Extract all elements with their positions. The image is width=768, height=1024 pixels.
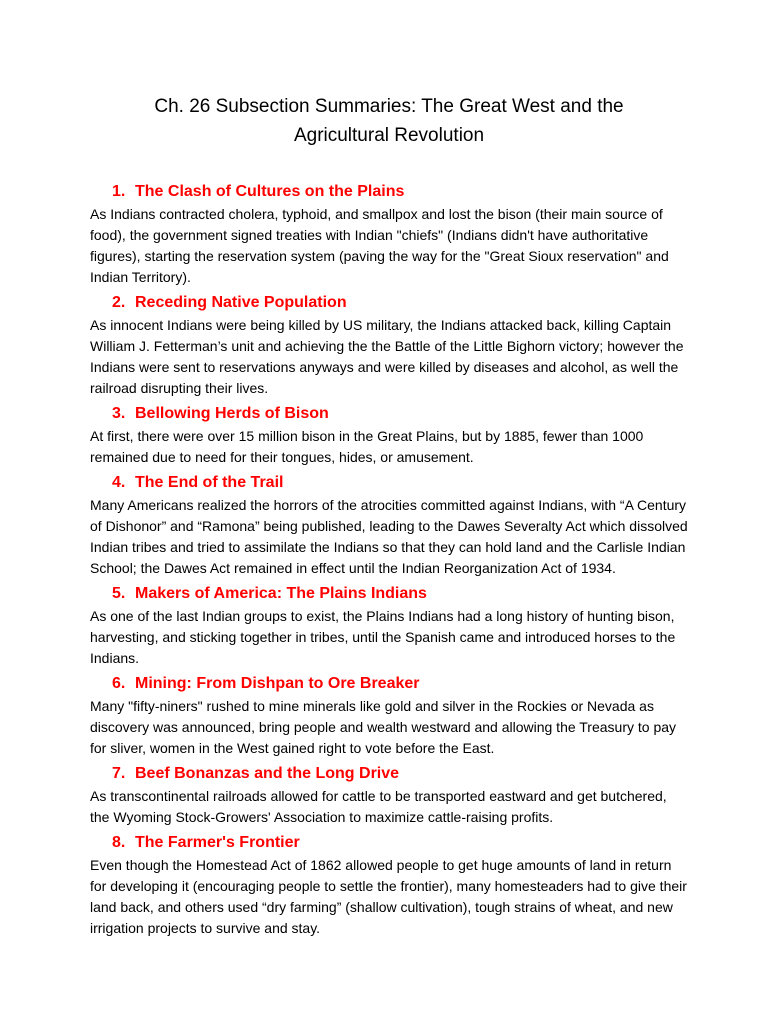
section-farmers-frontier — [90, 833, 688, 939]
page-title — [90, 92, 688, 150]
section-number: 8. — [112, 834, 126, 851]
section-number: 6. — [112, 675, 126, 692]
page-title-line-2: Agricultural Revolution — [293, 125, 485, 146]
section-summary: As transcontinental railroads allowed for cattle to be transported eastward and get butchered, the Wyoming Stock-Growers' Association to maximize cattle-raising profits. — [90, 788, 667, 825]
section-number: 3. — [112, 405, 126, 422]
section-number: 2. — [112, 294, 126, 311]
section-plains-indians — [90, 584, 688, 669]
section-mining — [90, 674, 688, 759]
section-heading — [112, 764, 688, 784]
section-number: 1. — [112, 183, 126, 200]
section-title: Makers of America: The Plains Indians — [135, 585, 427, 602]
section-receding-population — [90, 293, 688, 399]
section-number: 7. — [112, 765, 126, 782]
section-heading — [112, 674, 688, 694]
section-title: Bellowing Herds of Bison — [135, 405, 329, 422]
section-summary: Many "fifty-niners" rushed to mine minerals like gold and silver in the Rockies or Nevada as discovery was announced, bring people and wealth westward and allowing the Treasury to pay for sliver, women in the West gained right to vote before the East. — [90, 698, 677, 756]
page-title-line-1: Ch. 26 Subsection Summaries: The Great West and the — [154, 96, 624, 117]
section-summary: At first, there were over 15 million bison in the Great Plains, but by 1885, fewer than 1000 remained due to need for their tongues, hides, or amusement. — [90, 428, 644, 465]
section-beef-bonanzas — [90, 764, 688, 828]
section-summary: Even though the Homestead Act of 1862 allowed people to get huge amounts of land in return for developing it (encouraging people to settle the frontier), many homesteaders had to give their land back, and others used “dry farming” (shallow cultivation), tough strains of wheat, and new irrigation projects to survive and stay. — [90, 857, 687, 936]
section-heading — [112, 404, 688, 424]
section-heading — [112, 584, 688, 604]
section-heading — [112, 182, 688, 202]
section-title: The Farmer's Frontier — [135, 834, 300, 851]
document-page — [90, 92, 688, 944]
section-number: 4. — [112, 474, 126, 491]
section-summary: As Indians contracted cholera, typhoid, and smallpox and lost the bison (their main source of food), the government signed treaties with Indian "chiefs" (Indians didn't have authoritative figures), starting the reservation system (paving the way for the "Great Sioux reservation" and Indian Territory). — [90, 206, 669, 285]
section-summary: As one of the last Indian groups to exist, the Plains Indians had a long history of hunting bison, harvesting, and sticking together in tribes, until the Spanish came and introduced horses to the Indians. — [90, 608, 676, 666]
section-title: Mining: From Dishpan to Ore Breaker — [135, 675, 420, 692]
section-end-of-trail — [90, 473, 688, 579]
section-title: The Clash of Cultures on the Plains — [135, 183, 405, 200]
section-heading — [112, 833, 688, 853]
section-title: The End of the Trail — [135, 474, 284, 491]
section-clash-of-cultures — [90, 182, 688, 288]
section-title: Beef Bonanzas and the Long Drive — [135, 765, 400, 782]
section-heading — [112, 473, 688, 493]
section-summary: Many Americans realized the horrors of the atrocities committed against Indians, with “A Century of Dishonor” and “Ramona” being published, leading to the Dawes Severalty Act which dissolved Indian tribes and tried to assimilate the Indians so that they can hold land and the Carlisle Indian School; the Dawes Act remained in effect until the Indian Reorganization Act of 1934. — [90, 497, 688, 576]
section-heading — [112, 293, 688, 313]
section-summary: As innocent Indians were being killed by US military, the Indians attacked back, killing Captain William J. Fetterman’s unit and achieving the the Battle of the Little Bighorn victory; however the Indians were sent to reservations anyways and were killed by diseases and alcohol, as well the railroad disrupting their lives. — [90, 317, 684, 396]
section-herds-of-bison — [90, 404, 688, 468]
section-title: Receding Native Population — [135, 294, 347, 311]
section-number: 5. — [112, 585, 126, 602]
